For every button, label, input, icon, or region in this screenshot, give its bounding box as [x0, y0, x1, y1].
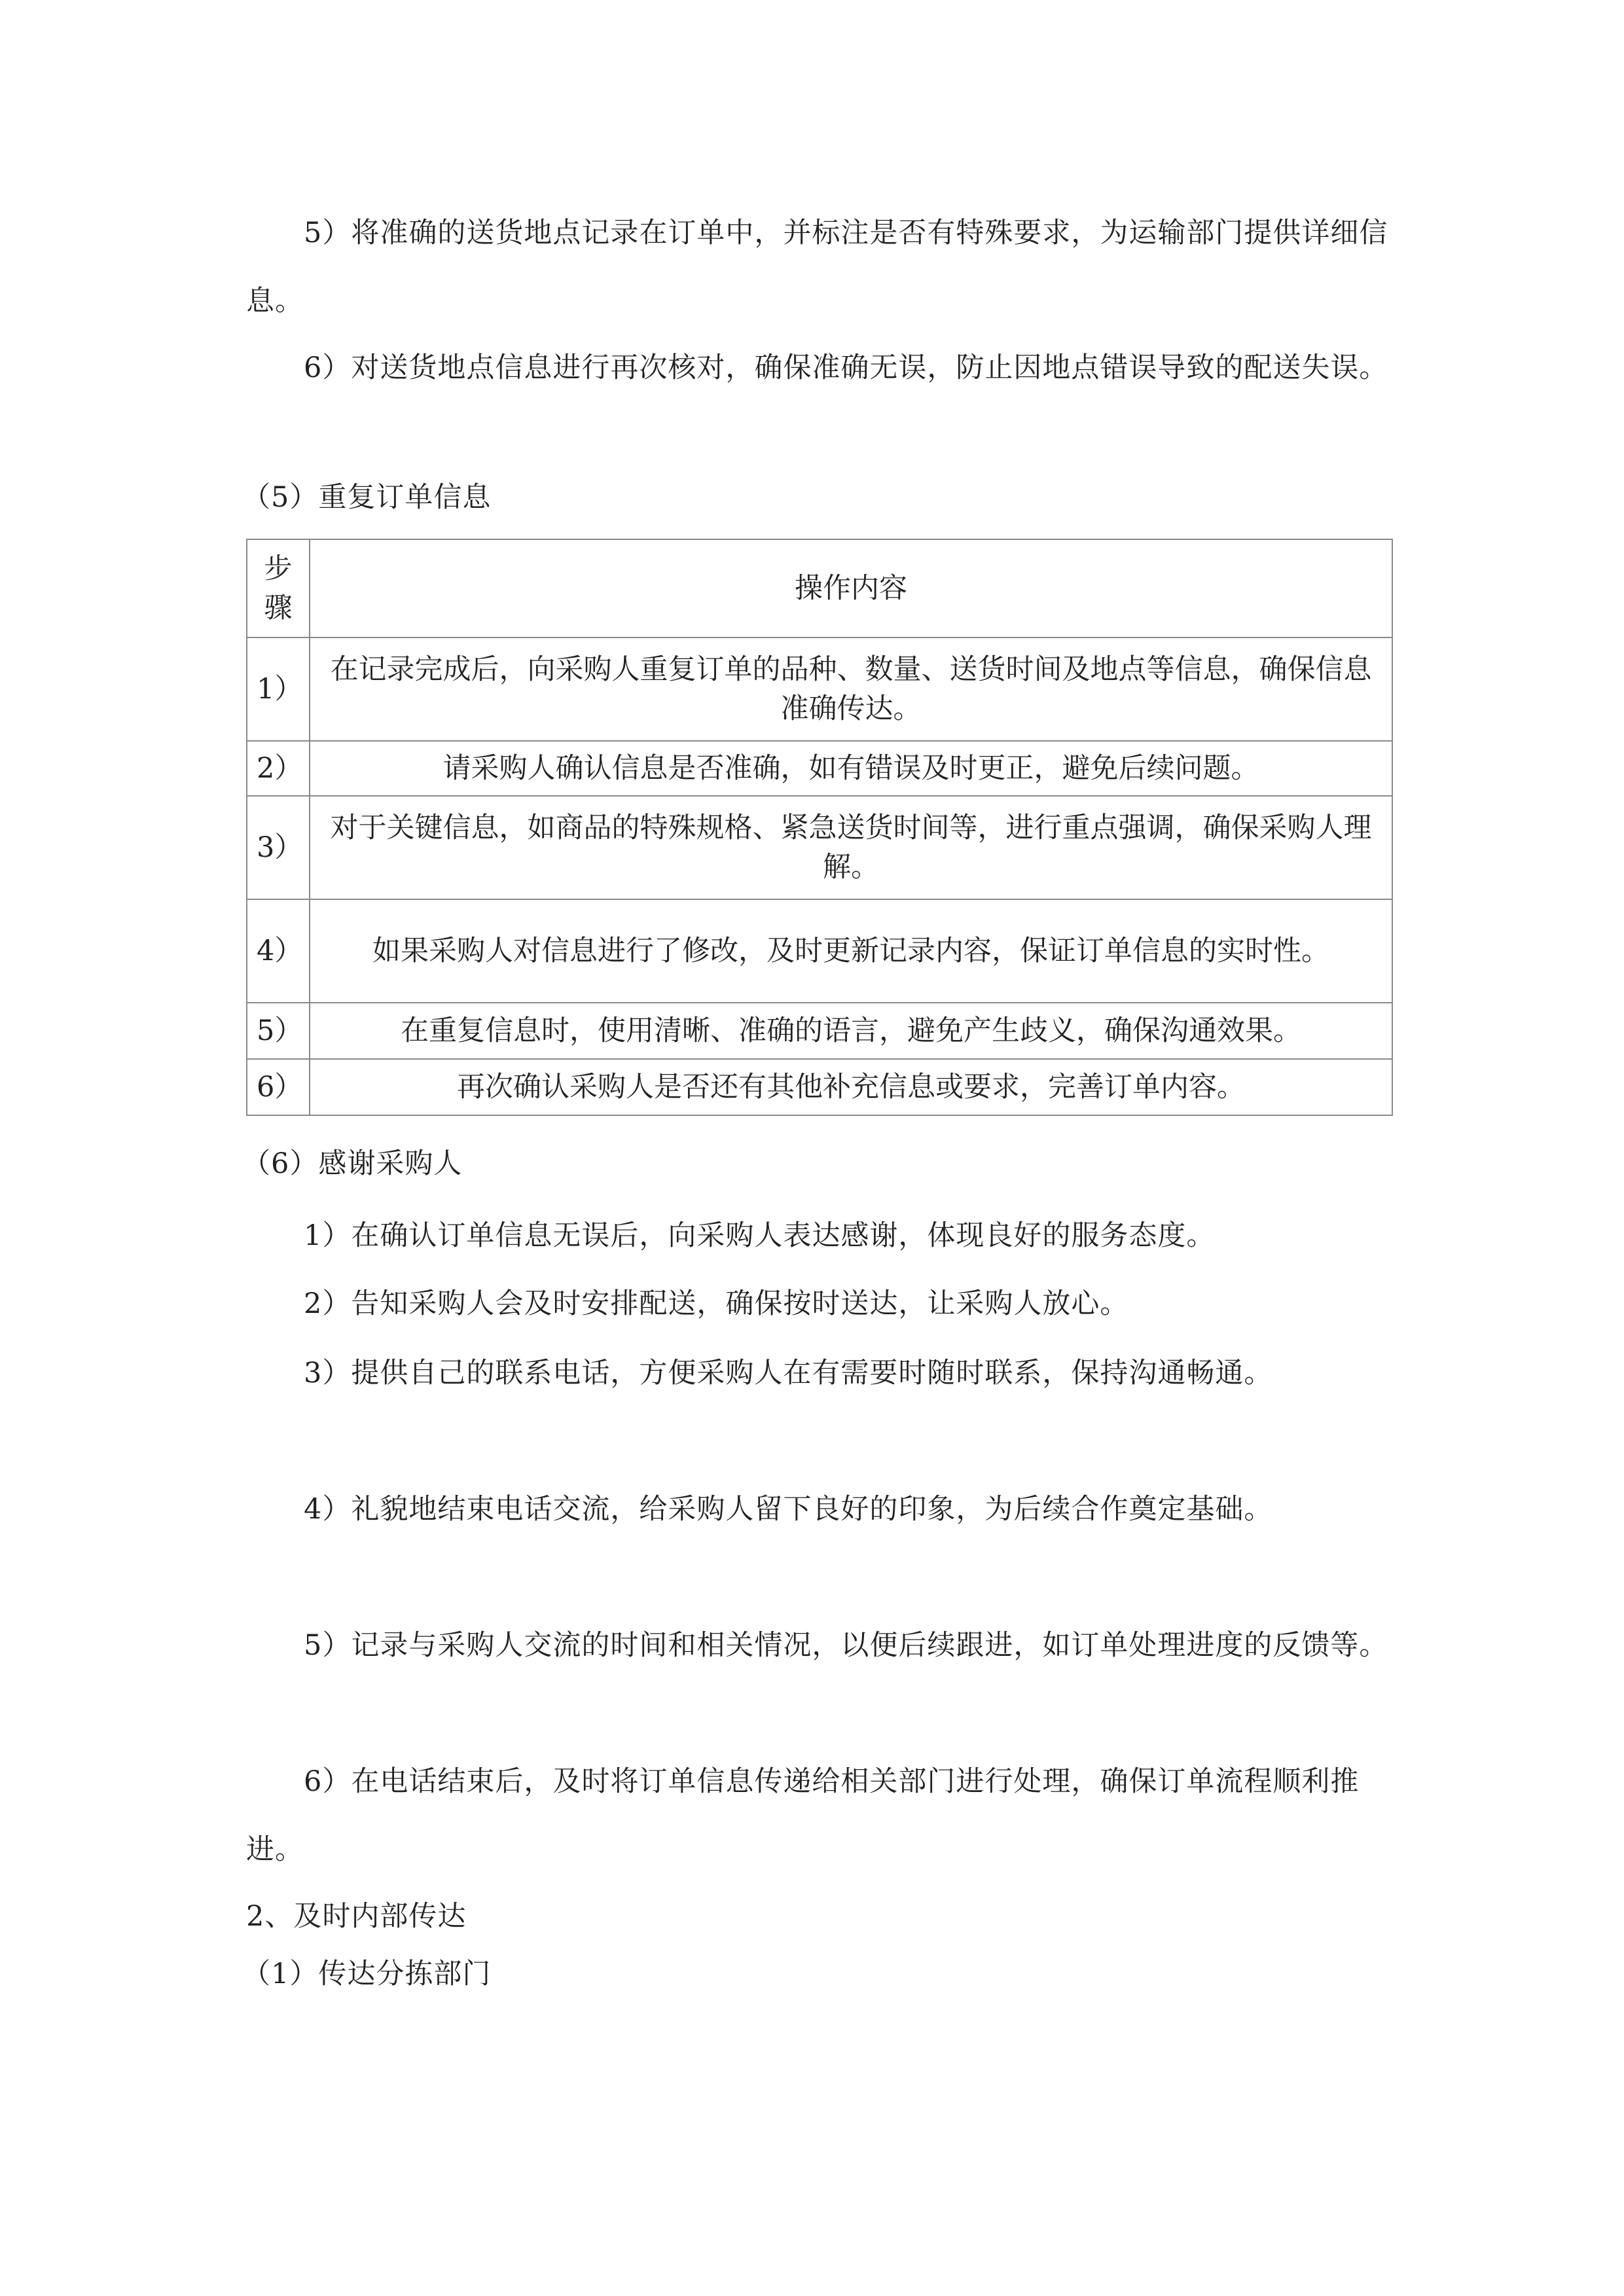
table-cell-step: 1）	[247, 637, 310, 741]
table-cell-content: 在记录完成后，向采购人重复订单的品种、数量、送货时间及地点等信息，确保信息准确传达。	[310, 637, 1392, 741]
table-cell-step: 4）	[247, 899, 310, 1003]
table-header-content: 操作内容	[310, 539, 1392, 637]
table-row	[247, 1003, 1392, 1059]
table-cell-step: 5）	[247, 1003, 310, 1059]
table-cell-content: 请采购人确认信息是否准确，如有错误及时更正，避免后续问题。	[310, 741, 1392, 796]
paragraph-thank-4: 4）礼貌地结束电话交流，给采购人留下良好的印象，为后续合作奠定基础。	[304, 1493, 1273, 1526]
paragraph-thank-6: 6）在电话结束后，及时将订单信息传递给相关部门进行处理，确保订单流程顺利推进。	[246, 1765, 1360, 1866]
heading-thank-buyer: （6）感谢采购人	[242, 1147, 463, 1180]
table-row	[247, 796, 1392, 899]
heading-repeat-order: （5）重复订单信息	[242, 481, 492, 514]
paragraph-thank-2: 2）告知采购人会及时安排配送，确保按时送达，让采购人放心。	[304, 1287, 1129, 1320]
paragraph-delivery-5: 5）将准确的送货地点记录在订单中，并标注是否有特殊要求，为运输部门提供详细信息。	[246, 217, 1388, 317]
table-row	[247, 899, 1392, 1003]
table-cell-content: 如果采购人对信息进行了修改，及时更新记录内容，保证订单信息的实时性。	[310, 899, 1392, 1003]
table-row	[247, 741, 1392, 796]
paragraph-thank-3: 3）提供自己的联系电话，方便采购人在有需要时随时联系，保持沟通畅通。	[304, 1357, 1273, 1390]
paragraph-thank-5: 5）记录与采购人交流的时间和相关情况，以便后续跟进，如订单处理进度的反馈等。	[304, 1629, 1388, 1662]
table-row	[247, 637, 1392, 741]
repeat-order-table	[246, 539, 1393, 1116]
table-row	[247, 1059, 1392, 1115]
paragraph-thank-1: 1）在确认订单信息无误后，向采购人表达感谢，体现良好的服务态度。	[304, 1219, 1216, 1252]
heading-sorting-department: （1）传达分拣部门	[242, 1958, 492, 1990]
table-cell-content: 在重复信息时，使用清晰、准确的语言，避免产生歧义，确保沟通效果。	[310, 1003, 1392, 1059]
table-cell-step: 3）	[247, 796, 310, 899]
table-cell-content: 对于关键信息，如商品的特殊规格、紧急送货时间等，进行重点强调，确保采购人理解。	[310, 796, 1392, 899]
table-cell-step: 2）	[247, 741, 310, 796]
table-header-step: 步骤	[247, 539, 310, 637]
table-cell-step: 6）	[247, 1059, 310, 1115]
heading-internal-transfer: 2、及时内部传达	[246, 1900, 467, 1933]
table-header-row	[247, 539, 1392, 637]
table-cell-content: 再次确认采购人是否还有其他补充信息或要求，完善订单内容。	[310, 1059, 1392, 1115]
paragraph-delivery-6: 6）对送货地点信息进行再次核对，确保准确无误，防止因地点错误导致的配送失误。	[304, 351, 1388, 384]
